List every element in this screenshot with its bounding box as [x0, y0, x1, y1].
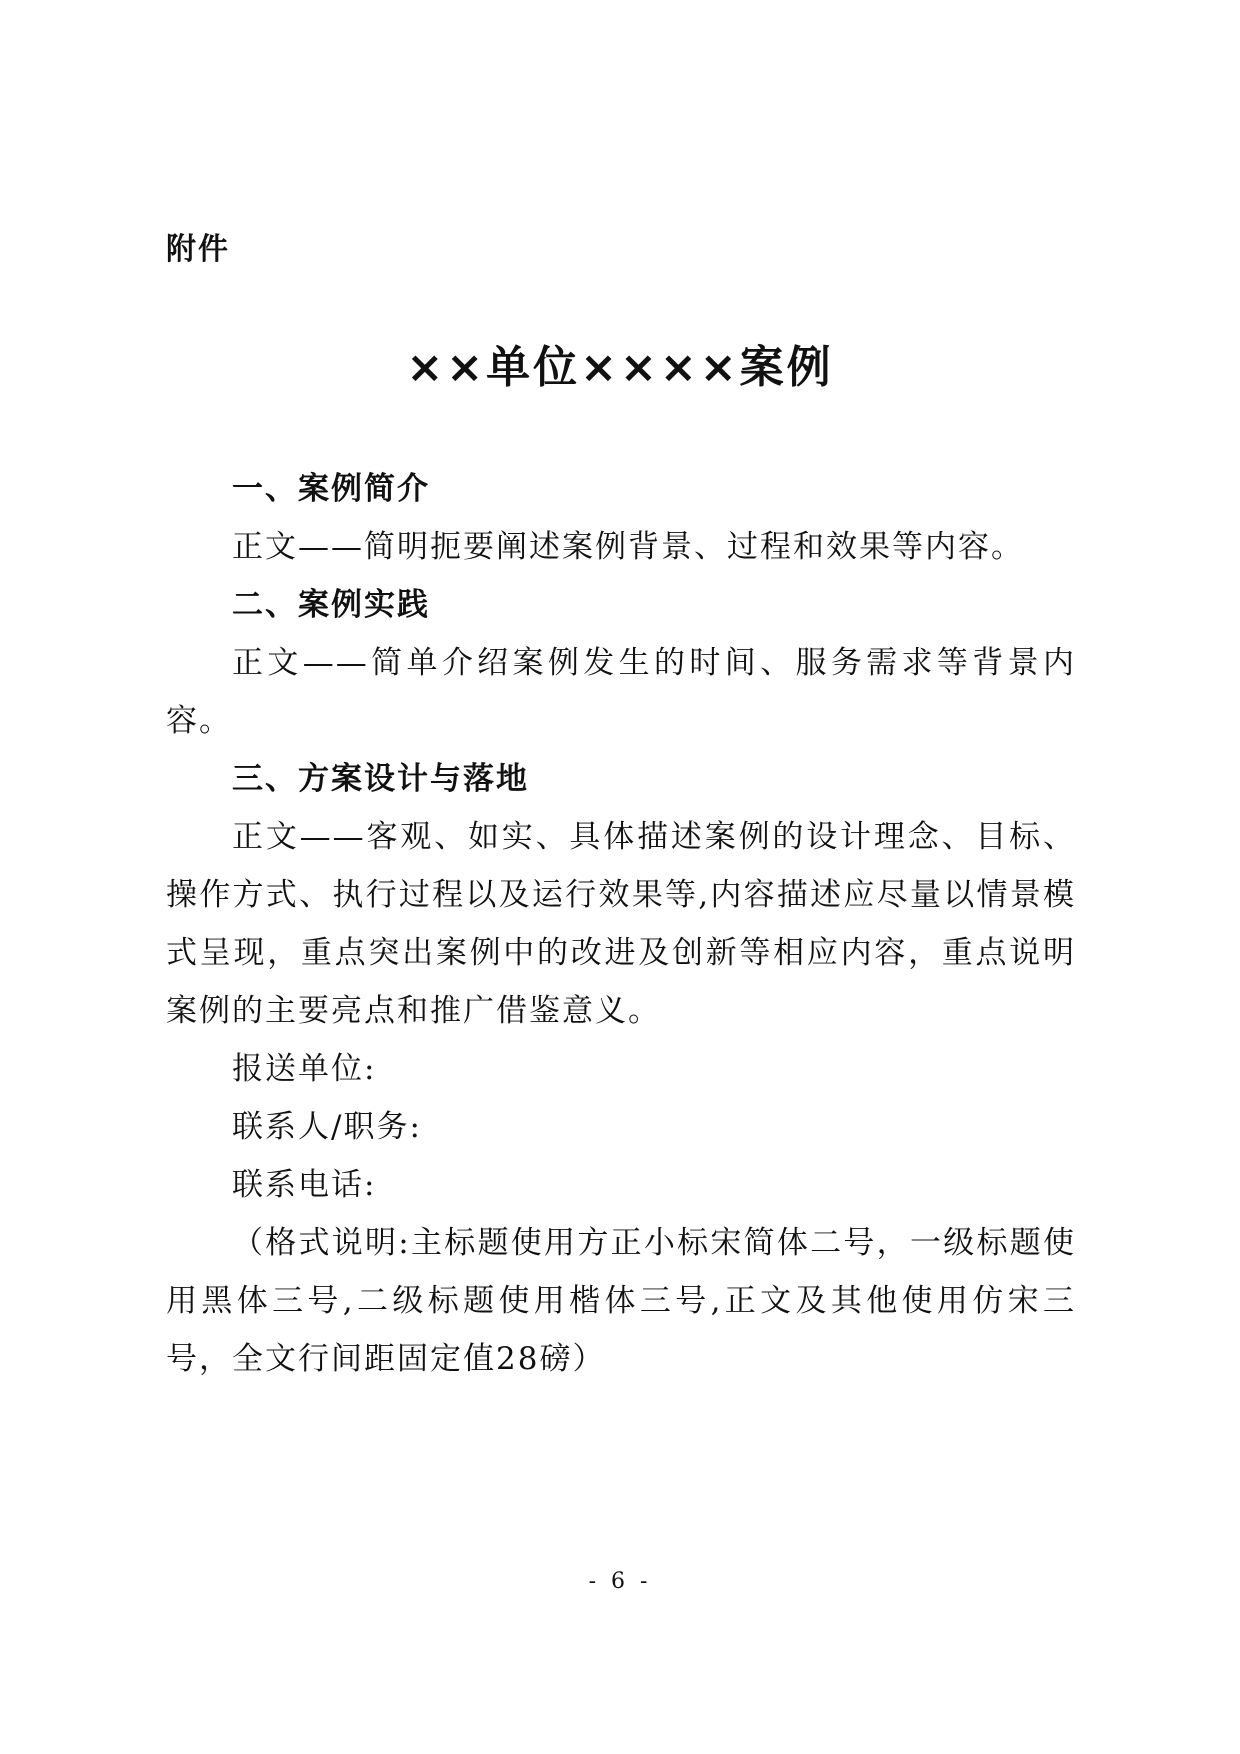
contact-phone-field: 联系电话:	[232, 1167, 377, 1203]
section-heading-introduction: 一、案例简介	[232, 471, 430, 507]
document-body	[166, 460, 1076, 1388]
section-body-practice: 正文——简单介绍案例发生的时间、服务需求等背景内容。	[166, 645, 1076, 739]
section-heading-practice: 二、案例实践	[232, 587, 430, 623]
format-note: （格式说明:主标题使用方正小标宋简体二号，一级标题使用黑体三号,二级标题使用楷体三号,正文及其他使用仿宋三号，全文行间距固定值28磅）	[166, 1225, 1076, 1377]
contact-person-field: 联系人/职务:	[232, 1109, 422, 1145]
section-body-introduction: 正文——简明扼要阐述案例背景、过程和效果等内容。	[232, 529, 1024, 565]
document-title: ××单位××××案例	[406, 342, 834, 393]
page-number: - 6 -	[588, 1569, 652, 1594]
reporting-unit-field: 报送单位:	[232, 1051, 377, 1087]
attachment-label: 附件	[166, 232, 230, 267]
section-heading-design: 三、方案设计与落地	[232, 761, 529, 797]
section-body-design: 正文——客观、如实、具体描述案例的设计理念、目标、操作方式、执行过程以及运行效果等,内容描述应尽量以情景模式呈现，重点突出案例中的改进及创新等相应内容，重点说明案例的主要亮点和推广借鉴意义。	[166, 819, 1076, 1029]
